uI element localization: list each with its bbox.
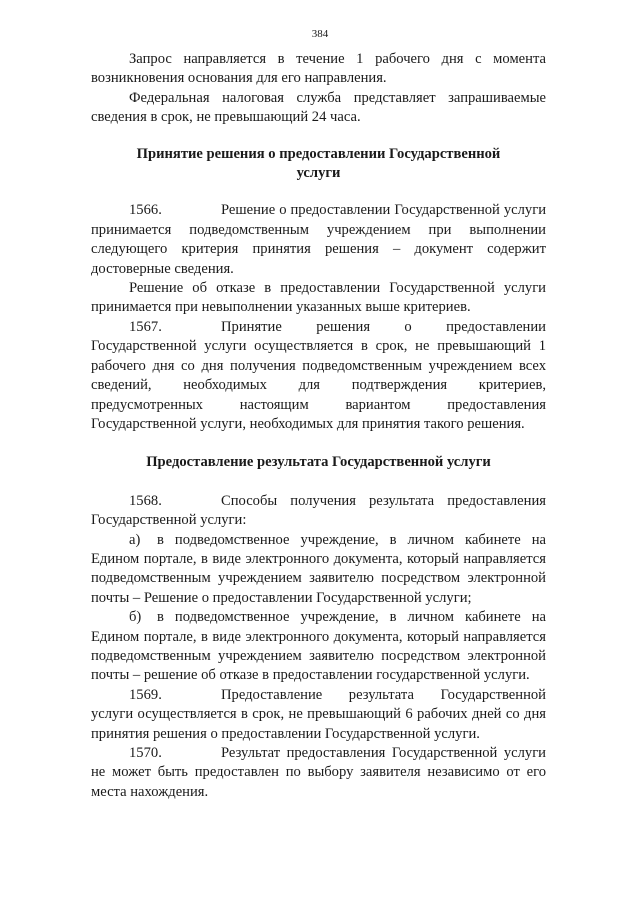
list-item-a: [91, 531, 546, 609]
paragraph-request-timing: Запрос направляется в течение 1 рабочего дня с момента возникновения основания для его направления.: [91, 51, 546, 87]
list-item-text: в подведомственное учреждение, в личном кабинете на Едином портале, в виде электронного документа, который направляется подведомственным учреждением заявителю посредством электронной почты – решение об отказе в предоставлении государственной услуги.: [91, 609, 546, 684]
section-heading-decision: Принятие решения о предоставлении Государственной услуги: [136, 145, 501, 182]
document-body: [91, 50, 546, 802]
page-number: 384: [311, 28, 329, 40]
paragraph-number: 1567.: [129, 318, 162, 335]
section-heading-result: Предоставление результата Государственной услуги: [146, 454, 491, 471]
list-item-b: [91, 608, 546, 686]
list-item-text: в подведомственное учреждение, в личном кабинете на Едином портале, в виде электронного документа, который направляется подведомственным учреждением заявителю посредством электронной почты – Решение о предоставлении Государственной услуги;: [91, 531, 546, 606]
paragraph-text: Способы получения результата предоставления Государственной услуги:: [91, 492, 546, 529]
paragraph-number: 1570.: [129, 745, 162, 761]
paragraph-text: Предоставление результата Государственной услуги осуществляется в срок, не превышающий 6 рабочих дней со дня принятия решения о предоставлении Государственной услуги.: [91, 686, 546, 742]
paragraph-tax-service: Федеральная налоговая служба представляет запрашиваемые сведения в срок, не превышающий 24 часа.: [91, 89, 546, 126]
paragraph-number: 1568.: [129, 492, 162, 509]
paragraph-number: 1569.: [129, 686, 162, 703]
paragraph-1568: [91, 492, 546, 531]
paragraph-1570: [91, 744, 546, 802]
paragraph-1569: [91, 686, 546, 744]
list-marker: а): [129, 531, 141, 548]
paragraph-refusal: Решение об отказе в предоставлении Государственной услуги принимается при невыполнении указанных выше критериев.: [91, 280, 546, 316]
paragraph-text: Решение о предоставлении Государственной услуги принимается подведомственным учреждением при выполнении следующего критерия принятия решения – документ содержит достоверные сведения.: [91, 202, 546, 277]
paragraph-1567: [91, 318, 546, 434]
paragraph-text: Результат предоставления Государственной услуги не может быть предоставлен по выбору заявителя независимо от его места нахождения.: [91, 745, 546, 800]
paragraph-text: Принятие решения о предоставлении Государственной услуги осуществляется в срок, не превышающий 1 рабочего дня со дня получения подведомственным учреждением всех сведений, необходимых для подтверждения критериев, предусмотренных настоящим вариантом предоставления Государственной услуги, необходимых для принятия такого решения.: [91, 318, 546, 432]
list-marker: б): [129, 609, 142, 626]
paragraph-1566: [91, 201, 546, 279]
paragraph-number: 1566.: [129, 202, 162, 219]
